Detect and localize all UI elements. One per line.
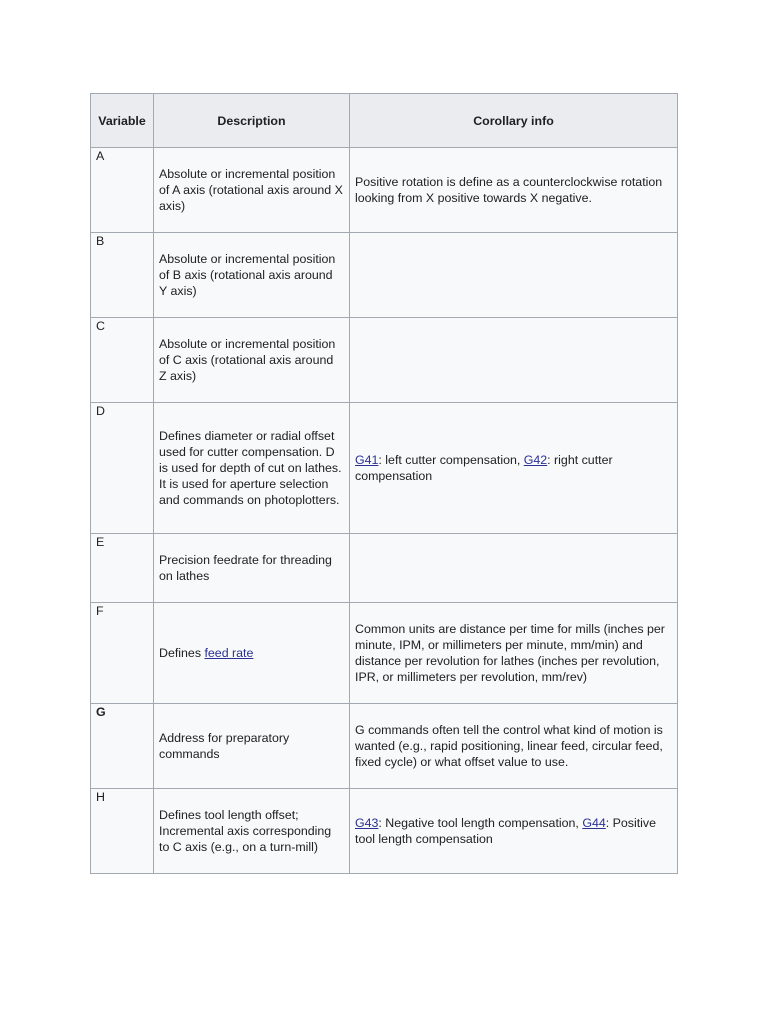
cell-variable: D	[91, 403, 154, 534]
cell-description	[154, 603, 350, 704]
info-text: : Negative tool length compensation,	[378, 816, 583, 830]
header-description: Description	[154, 94, 350, 148]
cell-variable: E	[91, 534, 154, 603]
table-row	[91, 789, 678, 874]
cell-description: Absolute or incremental position of A axis (rotational axis around X axis)	[154, 148, 350, 233]
address-variables-table	[90, 93, 678, 874]
cell-description: Absolute or incremental position of B axis (rotational axis around Y axis)	[154, 233, 350, 318]
cell-description: Absolute or incremental position of C axis (rotational axis around Z axis)	[154, 318, 350, 403]
cell-variable: C	[91, 318, 154, 403]
cell-variable: G	[91, 704, 154, 789]
table-row	[91, 148, 678, 233]
link-g41[interactable]: G41	[355, 453, 379, 467]
cell-corollary-info	[350, 534, 678, 603]
cell-description: Address for preparatory commands	[154, 704, 350, 789]
cell-corollary-info: Positive rotation is define as a counterclockwise rotation looking from X positive towards X negative.	[350, 148, 678, 233]
table-row	[91, 603, 678, 704]
cell-variable: B	[91, 233, 154, 318]
header-corollary-info: Corollary info	[350, 94, 678, 148]
table-row	[91, 534, 678, 603]
info-text: : left cutter compensation,	[378, 453, 524, 467]
info-text: : Positive tool length compensation	[355, 816, 657, 846]
cell-corollary-info: Common units are distance per time for mills (inches per minute, IPM, or millimeters per minute, mm/min) and distance per revolution for lathes (inches per revolution, IPR, or millimeters per revolution, mm/rev)	[350, 603, 678, 704]
cell-corollary-info	[350, 789, 678, 874]
info-text: : right cutter compensation	[355, 453, 613, 483]
link-feed-rate[interactable]: feed rate	[204, 646, 254, 660]
cell-variable: A	[91, 148, 154, 233]
table-row	[91, 233, 678, 318]
description-text: Defines	[159, 646, 205, 660]
cell-description: Precision feedrate for threading on lathes	[154, 534, 350, 603]
header-variable: Variable	[91, 94, 154, 148]
cell-description: Defines tool length offset; Incremental axis corresponding to C axis (e.g., on a turn-mill)	[154, 789, 350, 874]
table-header-row	[91, 94, 678, 148]
cell-corollary-info	[350, 233, 678, 318]
cell-corollary-info: G commands often tell the control what kind of motion is wanted (e.g., rapid positioning, linear feed, circular feed, fixed cycle) or what offset value to use.	[350, 704, 678, 789]
link-g42[interactable]: G42	[523, 453, 548, 467]
cell-corollary-info	[350, 318, 678, 403]
table-row	[91, 704, 678, 789]
link-g44[interactable]: G44	[582, 816, 606, 830]
link-g43[interactable]: G43	[355, 816, 379, 830]
cell-variable: H	[91, 789, 154, 874]
cell-variable: F	[91, 603, 154, 704]
cell-corollary-info	[350, 403, 678, 534]
table-row	[91, 403, 678, 534]
cell-description: Defines diameter or radial offset used for cutter compensation. D is used for depth of cut on lathes. It is used for aperture selection and commands on photoplotters.	[154, 403, 350, 534]
table-row	[91, 318, 678, 403]
